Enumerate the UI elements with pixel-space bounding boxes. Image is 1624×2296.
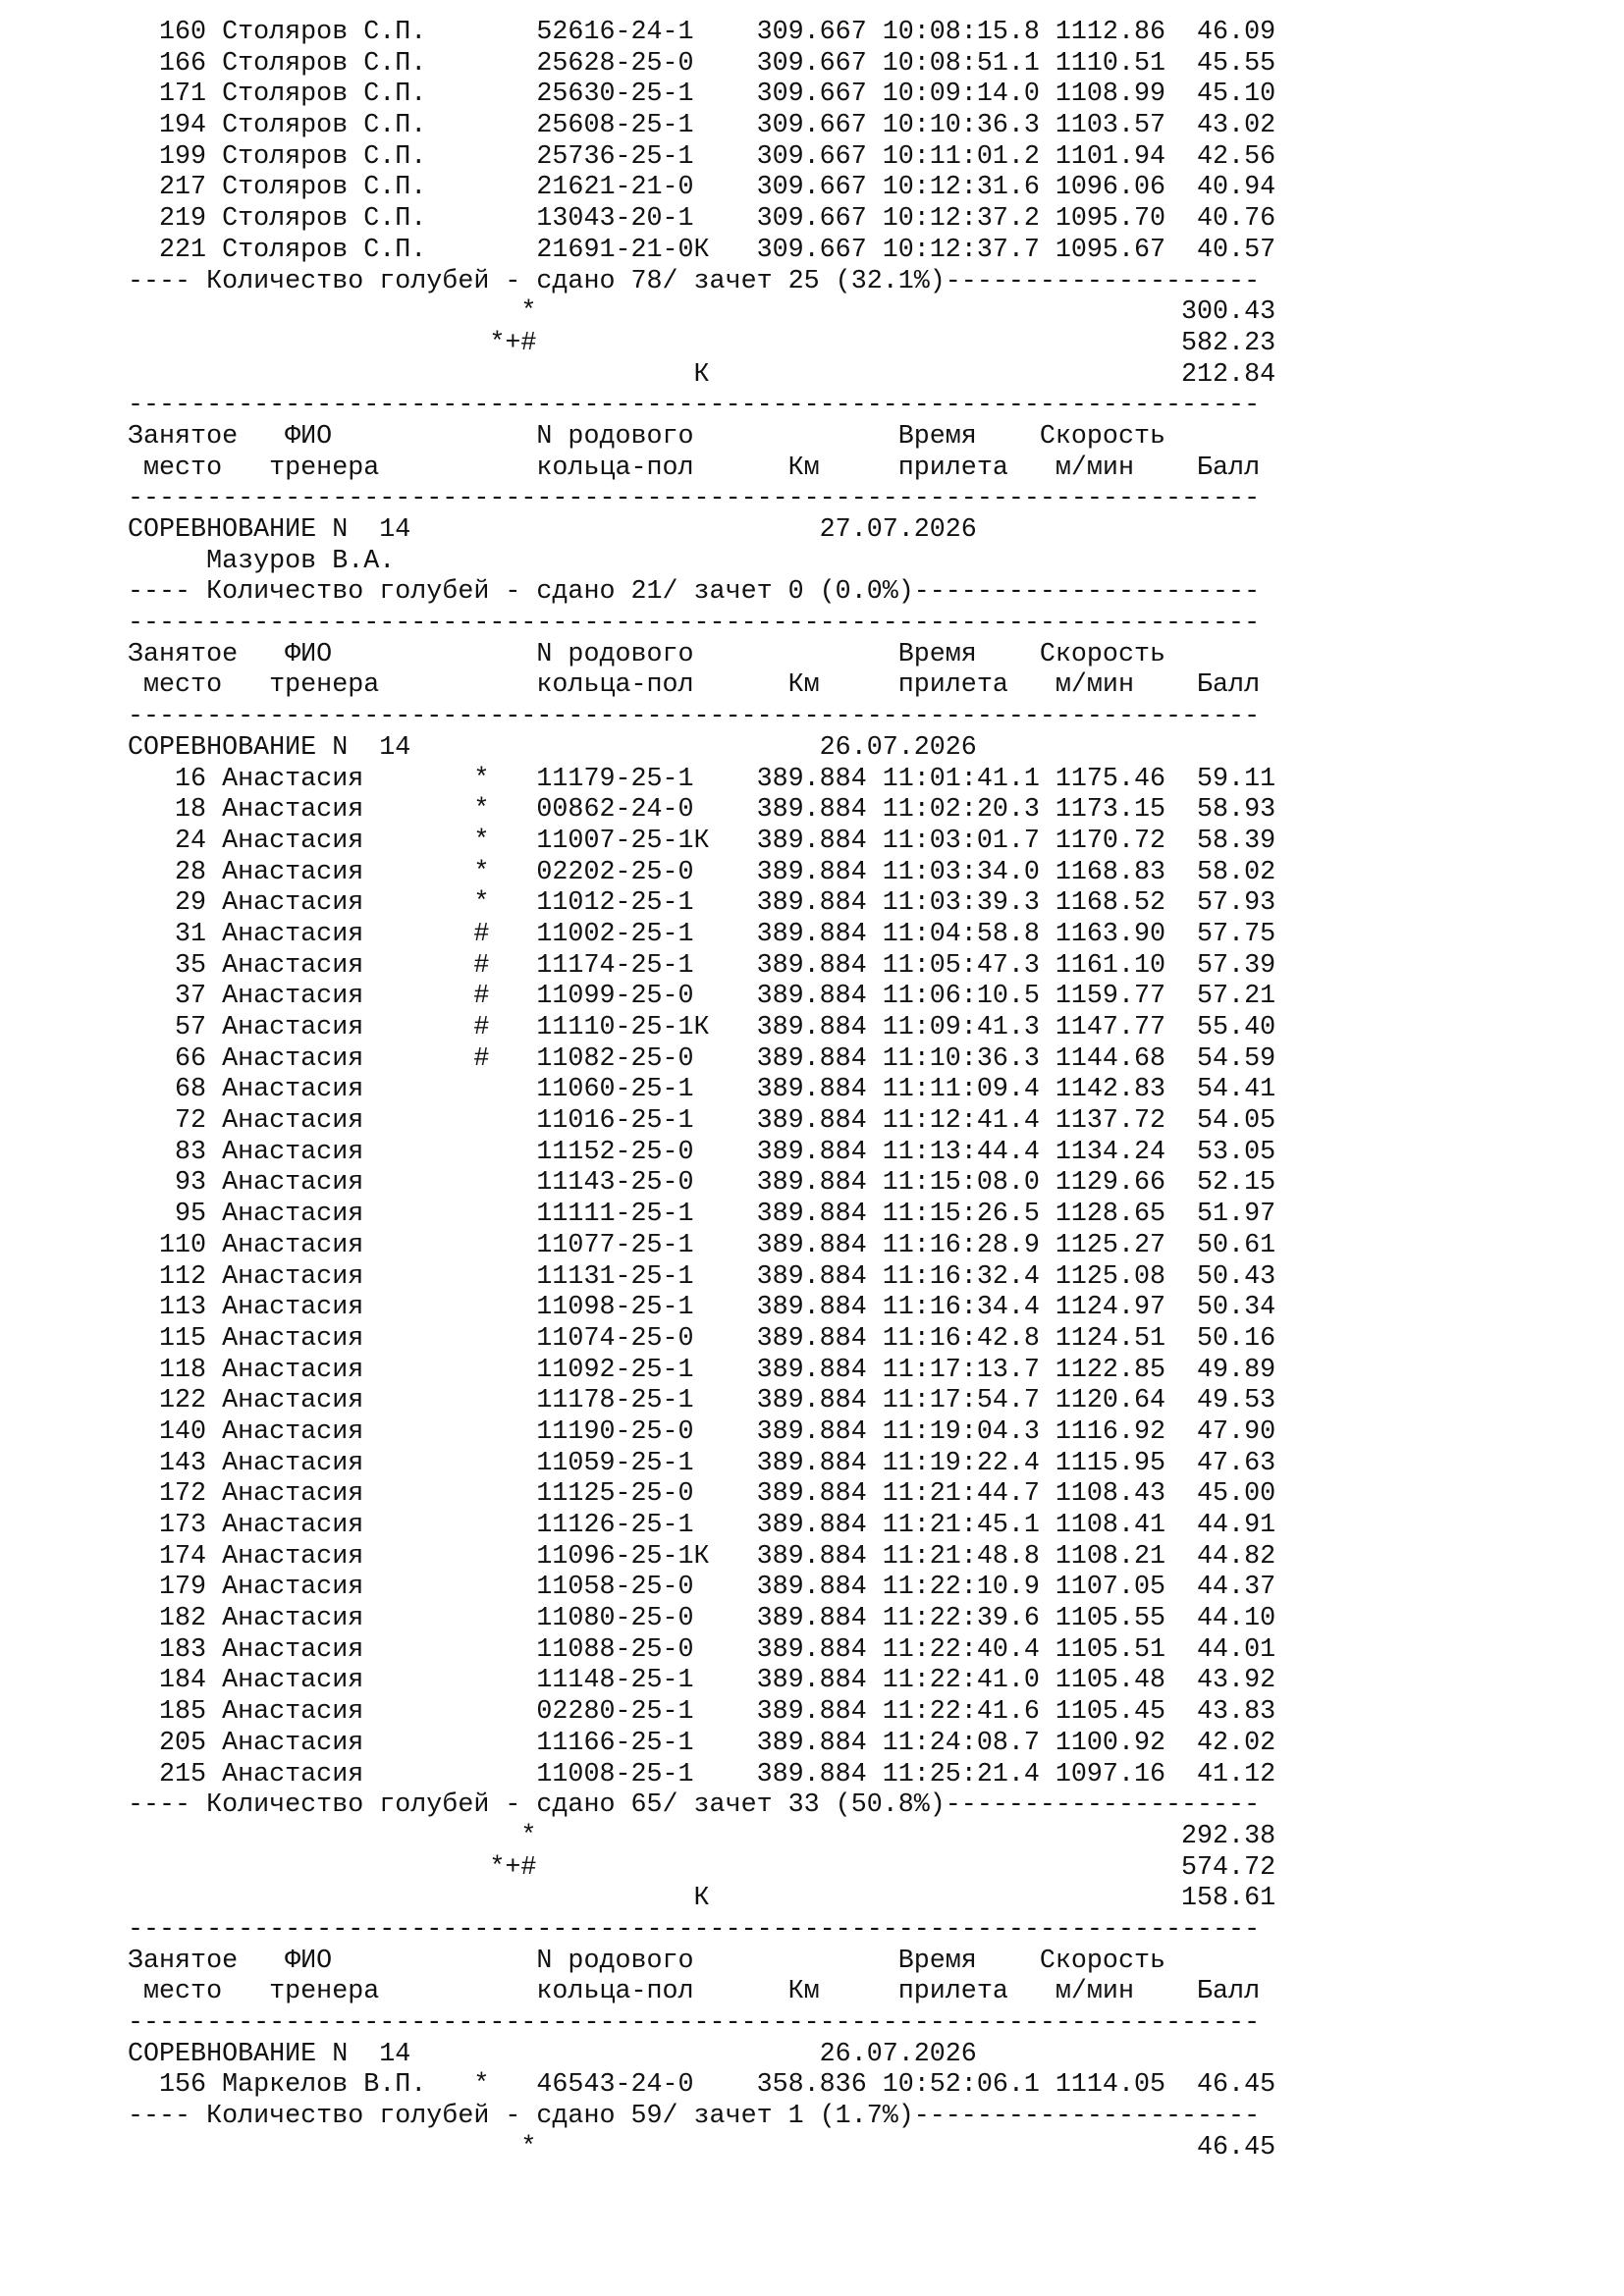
- table-row: 166 Столяров С.П. 25628-25-0 309.667 10:08:51.1 1110.51 45.55: [128, 48, 1276, 79]
- table-row: 31 Анастасия # 11002-25-1 389.884 11:04:58.8 1163.90 57.75: [128, 919, 1276, 949]
- summary-line: ---- Количество голубей - сдано 21/ зачет 0 (0.0%)----------------------: [128, 577, 1261, 608]
- table-row: 115 Анастасия 11074-25-0 389.884 11:16:42.8 1124.51 50.16: [128, 1323, 1276, 1354]
- table-row: 122 Анастасия 11178-25-1 389.884 11:17:54.7 1120.64 49.53: [128, 1386, 1276, 1416]
- table-row: 95 Анастасия 11111-25-1 389.884 11:15:26.5 1128.65 51.97: [128, 1200, 1276, 1230]
- table-row: 199 Столяров С.П. 25736-25-1 309.667 10:11:01.2 1101.94 42.56: [128, 141, 1276, 172]
- table-row: 113 Анастасия 11098-25-1 389.884 11:16:34.4 1124.97 50.34: [128, 1293, 1276, 1323]
- summary-line: ---- Количество голубей - сдано 59/ зачет 1 (1.7%)----------------------: [128, 2102, 1261, 2132]
- table-row: 29 Анастасия * 11012-25-1 389.884 11:03:39.3 1168.52 57.93: [128, 888, 1276, 919]
- fancier-name: Мазуров В.А.: [128, 546, 396, 576]
- column-header: Занятое ФИО N родового Время Скорость: [128, 421, 1165, 452]
- table-row: 221 Столяров С.П. 21691-21-0К 309.667 10:12:37.7 1095.67 40.57: [128, 235, 1276, 265]
- table-row: 182 Анастасия 11080-25-0 389.884 11:22:39.6 1105.55 44.10: [128, 1604, 1276, 1634]
- table-row: 171 Столяров С.П. 25630-25-1 309.667 10:09:14.0 1108.99 45.10: [128, 80, 1276, 110]
- table-row: 185 Анастасия 02280-25-1 389.884 11:22:41.6 1105.45 43.83: [128, 1697, 1276, 1728]
- table-row: 215 Анастасия 11008-25-1 389.884 11:25:21.4 1097.16 41.12: [128, 1759, 1276, 1789]
- table-row: 72 Анастасия 11016-25-1 389.884 11:12:41.4 1137.72 54.05: [128, 1106, 1276, 1137]
- separator-line: ------------------------------------------------------------------------: [128, 702, 1261, 732]
- column-header: Занятое ФИО N родового Время Скорость: [128, 1946, 1165, 1976]
- table-row: 173 Анастасия 11126-25-1 389.884 11:21:45.1 1108.41 44.91: [128, 1511, 1276, 1540]
- table-row: 156 Маркелов В.П. * 46543-24-0 358.836 10:52:06.1 1114.05 46.45: [128, 2070, 1276, 2101]
- table-row: 37 Анастасия # 11099-25-0 389.884 11:06:10.5 1159.77 57.21: [128, 982, 1276, 1012]
- table-row: 179 Анастасия 11058-25-0 389.884 11:22:10.9 1107.05 44.37: [128, 1573, 1276, 1603]
- separator-line: ------------------------------------------------------------------------: [128, 2008, 1261, 2038]
- table-row: 28 Анастасия * 02202-25-0 389.884 11:03:34.0 1168.83 58.02: [128, 857, 1276, 887]
- column-header: место тренера кольца-пол Км прилета м/мин Балл: [128, 1977, 1261, 2007]
- table-row: 160 Столяров С.П. 52616-24-1 309.667 10:08:15.8 1112.86 46.09: [128, 18, 1276, 47]
- competition-header: СОРЕВНОВАНИЕ N 14 27.07.2026: [128, 515, 977, 545]
- table-row: 24 Анастасия * 11007-25-1К 389.884 11:03:01.7 1170.72 58.39: [128, 826, 1276, 856]
- table-row: 140 Анастасия 11190-25-0 389.884 11:19:04.3 1116.92 47.90: [128, 1416, 1276, 1447]
- table-row: 83 Анастасия 11152-25-0 389.884 11:13:44.4 1134.24 53.05: [128, 1137, 1276, 1167]
- table-row: 183 Анастасия 11088-25-0 389.884 11:22:40.4 1105.51 44.01: [128, 1634, 1276, 1665]
- table-row: 57 Анастасия # 11110-25-1К 389.884 11:09:41.3 1147.77 55.40: [128, 1013, 1276, 1042]
- table-row: 16 Анастасия * 11179-25-1 389.884 11:01:41.1 1175.46 59.11: [128, 764, 1276, 794]
- table-row: 194 Столяров С.П. 25608-25-1 309.667 10:10:36.3 1103.57 43.02: [128, 111, 1276, 141]
- total-line: * 300.43: [128, 297, 1276, 328]
- table-row: 174 Анастасия 11096-25-1К 389.884 11:21:48.8 1108.21 44.82: [128, 1541, 1276, 1572]
- table-row: 219 Столяров С.П. 13043-20-1 309.667 10:12:37.2 1095.70 40.76: [128, 204, 1276, 235]
- table-row: 112 Анастасия 11131-25-1 389.884 11:16:32.4 1125.08 50.43: [128, 1261, 1276, 1292]
- table-row: 184 Анастасия 11148-25-1 389.884 11:22:41.0 1105.48 43.92: [128, 1666, 1276, 1696]
- competition-header: СОРЕВНОВАНИЕ N 14 26.07.2026: [128, 2039, 977, 2069]
- total-line: *+# 582.23: [128, 328, 1276, 358]
- table-row: 143 Анастасия 11059-25-1 389.884 11:19:22.4 1115.95 47.63: [128, 1448, 1276, 1478]
- table-row: 66 Анастасия # 11082-25-0 389.884 11:10:36.3 1144.68 54.59: [128, 1043, 1276, 1074]
- column-header: место тренера кольца-пол Км прилета м/мин Балл: [128, 670, 1261, 701]
- total-line: К 158.61: [128, 1884, 1276, 1914]
- separator-line: ------------------------------------------------------------------------: [128, 1914, 1261, 1945]
- table-row: 172 Анастасия 11125-25-0 389.884 11:21:44.7 1108.43 45.00: [128, 1479, 1276, 1510]
- table-row: 93 Анастасия 11143-25-0 389.884 11:15:08.0 1129.66 52.15: [128, 1168, 1276, 1199]
- summary-line: ---- Количество голубей - сдано 65/ зачет 33 (50.8%)--------------------: [128, 1790, 1261, 1821]
- competition-results-report: [128, 18, 1275, 2163]
- competition-header: СОРЕВНОВАНИЕ N 14 26.07.2026: [128, 732, 977, 763]
- total-line: К 212.84: [128, 359, 1276, 390]
- table-row: 68 Анастасия 11060-25-1 389.884 11:11:09.4 1142.83 54.41: [128, 1075, 1276, 1105]
- column-header: место тренера кольца-пол Км прилета м/мин Балл: [128, 453, 1261, 483]
- separator-line: ------------------------------------------------------------------------: [128, 484, 1261, 514]
- table-row: 35 Анастасия # 11174-25-1 389.884 11:05:47.3 1161.10 57.39: [128, 950, 1276, 981]
- table-row: 110 Анастасия 11077-25-1 389.884 11:16:28.9 1125.27 50.61: [128, 1230, 1276, 1260]
- total-line: *+# 574.72: [128, 1852, 1276, 1883]
- summary-line: ---- Количество голубей - сдано 78/ зачет 25 (32.1%)--------------------: [128, 266, 1261, 296]
- total-line: * 292.38: [128, 1821, 1276, 1851]
- column-header: Занятое ФИО N родового Время Скорость: [128, 639, 1165, 669]
- table-row: 18 Анастасия * 00862-24-0 389.884 11:02:20.3 1173.15 58.93: [128, 795, 1276, 826]
- separator-line: ------------------------------------------------------------------------: [128, 609, 1261, 639]
- total-line: * 46.45: [128, 2132, 1276, 2163]
- table-row: 205 Анастасия 11166-25-1 389.884 11:24:08.7 1100.92 42.02: [128, 1728, 1276, 1758]
- table-row: 118 Анастасия 11092-25-1 389.884 11:17:13.7 1122.85 49.89: [128, 1355, 1276, 1385]
- separator-line: ------------------------------------------------------------------------: [128, 391, 1261, 421]
- table-row: 217 Столяров С.П. 21621-21-0 309.667 10:12:31.6 1096.06 40.94: [128, 173, 1276, 203]
